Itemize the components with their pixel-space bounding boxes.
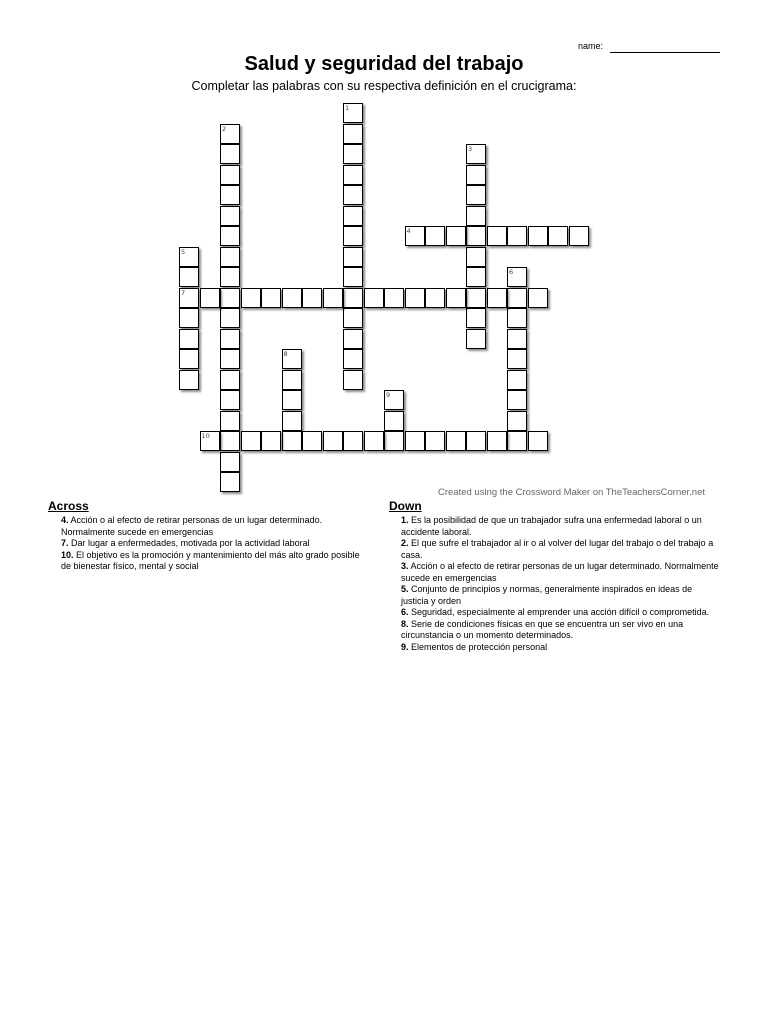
clue-number-label: 10. <box>61 549 74 560</box>
crossword-cell[interactable] <box>466 329 486 349</box>
crossword-cell[interactable] <box>343 431 363 451</box>
crossword-cell[interactable] <box>302 288 322 308</box>
crossword-cell[interactable] <box>323 431 343 451</box>
crossword-cell[interactable] <box>507 226 527 246</box>
crossword-cell[interactable] <box>282 349 302 369</box>
crossword-cell[interactable] <box>425 288 445 308</box>
crossword-cell[interactable] <box>446 288 466 308</box>
down-heading: Down <box>389 499 422 513</box>
across-clue-list <box>61 515 361 573</box>
crossword-cell[interactable] <box>343 308 363 328</box>
crossword-cell[interactable] <box>384 411 404 431</box>
clue-text: Es la posibilidad de que un trabajador sufra una enfermedad laboral o un accidente laboral. <box>401 515 702 537</box>
clue-text: El que sufre el trabajador al ir o al volver del lugar del trabajo o del trabajo a casa. <box>401 538 714 560</box>
crossword-cell[interactable] <box>179 370 199 390</box>
down-clue <box>401 538 721 561</box>
crossword-cell[interactable] <box>364 288 384 308</box>
crossword-cell[interactable] <box>220 390 240 410</box>
down-clue <box>401 584 721 607</box>
crossword-cell[interactable] <box>220 431 240 451</box>
crossword-cell[interactable] <box>425 226 445 246</box>
crossword-cell[interactable] <box>507 267 527 287</box>
clue-number-label: 6. <box>401 607 409 617</box>
crossword-cell[interactable] <box>241 431 261 451</box>
crossword-cell[interactable] <box>343 206 363 226</box>
crossword-cell[interactable] <box>487 288 507 308</box>
crossword-cell[interactable] <box>323 288 343 308</box>
clue-text: El objetivo es la promoción y mantenimiento del más alto grado posible de bienestar físico, mental y social <box>61 549 360 571</box>
crossword-cell[interactable] <box>343 103 363 123</box>
down-clue-list <box>401 515 721 653</box>
crossword-cell[interactable] <box>282 411 302 431</box>
down-clue <box>401 619 721 642</box>
crossword-grid <box>0 0 768 500</box>
crossword-cell[interactable] <box>466 144 486 164</box>
clue-number: 8 <box>283 350 288 358</box>
crossword-cell[interactable] <box>179 329 199 349</box>
crossword-cell[interactable] <box>384 390 404 410</box>
crossword-cell[interactable] <box>466 267 486 287</box>
clue-number: 3 <box>468 145 473 153</box>
crossword-cell[interactable] <box>220 165 240 185</box>
clue-number-label: 1. <box>401 515 409 525</box>
clue-number-label: 9. <box>401 641 409 652</box>
crossword-cell[interactable] <box>466 288 486 308</box>
crossword-cell[interactable] <box>179 349 199 369</box>
crossword-cell[interactable] <box>507 411 527 431</box>
crossword-cell[interactable] <box>446 226 466 246</box>
crossword-cell[interactable] <box>220 308 240 328</box>
clue-text: Serie de condiciones físicas en que se encuentra un ser vivo en una circunstancia o un momento determinados. <box>401 618 684 640</box>
clue-text: Elementos de protección personal <box>408 641 548 652</box>
clue-number: 2 <box>222 124 227 133</box>
crossword-cell[interactable] <box>220 288 240 308</box>
across-clue <box>61 515 361 538</box>
crossword-cell[interactable] <box>343 144 363 164</box>
crossword-cell[interactable] <box>466 226 486 246</box>
crossword-cell[interactable] <box>343 370 363 390</box>
crossword-cell[interactable] <box>343 165 363 185</box>
crossword-cell[interactable] <box>220 144 240 164</box>
crossword-cell[interactable] <box>343 349 363 369</box>
crossword-cell[interactable] <box>405 226 425 246</box>
crossword-cell[interactable] <box>200 431 220 451</box>
down-clue <box>401 642 721 654</box>
crossword-cell[interactable] <box>446 431 466 451</box>
crossword-cell[interactable] <box>507 390 527 410</box>
down-clue <box>401 607 721 619</box>
crossword-cell[interactable] <box>405 288 425 308</box>
crossword-cell[interactable] <box>466 247 486 267</box>
page-title: Salud y seguridad del trabajo <box>244 53 524 75</box>
crossword-cell[interactable] <box>220 370 240 390</box>
instructions: Completar las palabras con su respectiva definición en el crucigrama: <box>191 79 577 93</box>
clue-text: Seguridad, especialmente al emprender una acción difícil o comprometida. <box>408 607 710 617</box>
crossword-cell[interactable] <box>405 431 425 451</box>
clue-number: 6 <box>509 268 514 276</box>
crossword-cell[interactable] <box>487 431 507 451</box>
across-clue <box>61 538 361 550</box>
crossword-cell[interactable] <box>220 329 240 349</box>
clue-text: Acción o al efecto de retirar personas de un lugar determinado. Normalmente sucede en emergencias <box>401 561 719 583</box>
crossword-cell[interactable] <box>220 472 240 492</box>
crossword-cell[interactable] <box>507 349 527 369</box>
crossword-cell[interactable] <box>179 288 199 308</box>
clue-number: 7 <box>181 288 186 297</box>
crossword-cell[interactable] <box>466 308 486 328</box>
crossword-cell[interactable] <box>466 206 486 226</box>
clue-text: Dar lugar a enfermedades, motivada por la actividad laboral <box>68 538 310 548</box>
crossword-cell[interactable] <box>528 288 548 308</box>
crossword-cell[interactable] <box>364 431 384 451</box>
crossword-cell[interactable] <box>343 288 363 308</box>
clue-text: Conjunto de principios y normas, generalmente inspirados en ideas de justicia y orden <box>401 584 693 606</box>
clue-number-label: 5. <box>401 584 409 594</box>
crossword-cell[interactable] <box>282 390 302 410</box>
crossword-cell[interactable] <box>507 288 527 308</box>
crossword-cell[interactable] <box>282 431 302 451</box>
crossword-cell[interactable] <box>569 226 589 246</box>
crossword-cell[interactable] <box>528 226 548 246</box>
clue-number-label: 3. <box>401 561 409 571</box>
crossword-cell[interactable] <box>200 288 220 308</box>
clue-number-label: 2. <box>401 538 409 548</box>
down-clue <box>401 515 721 538</box>
crossword-cell[interactable] <box>425 431 445 451</box>
crossword-cell[interactable] <box>548 226 568 246</box>
crossword-cell[interactable] <box>220 349 240 369</box>
clue-number: 9 <box>386 391 391 399</box>
crossword-cell[interactable] <box>220 185 240 205</box>
crossword-cell[interactable] <box>343 185 363 205</box>
clue-number: 5 <box>181 247 186 256</box>
credit-line: Created using the Crossword Maker on TheTeachersCorner.net <box>438 487 706 498</box>
across-clue <box>61 550 361 573</box>
crossword-cell[interactable] <box>179 267 199 287</box>
clue-text: Acción o al efecto de retirar personas de un lugar determinado. Normalmente sucede en emergencias <box>61 515 323 537</box>
crossword-cell[interactable] <box>220 247 240 267</box>
crossword-cell[interactable] <box>384 288 404 308</box>
clue-number-label: 8. <box>401 618 409 629</box>
crossword-cell[interactable] <box>241 288 261 308</box>
crossword-cell[interactable] <box>220 411 240 431</box>
crossword-cell[interactable] <box>507 308 527 328</box>
crossword-cell[interactable] <box>261 431 281 451</box>
crossword-cell[interactable] <box>507 431 527 451</box>
crossword-cell[interactable] <box>220 267 240 287</box>
crossword-cell[interactable] <box>507 329 527 349</box>
crossword-cell[interactable] <box>220 206 240 226</box>
crossword-cell[interactable] <box>466 185 486 205</box>
crossword-cell[interactable] <box>220 452 240 472</box>
crossword-cell[interactable] <box>261 288 281 308</box>
crossword-cell[interactable] <box>343 329 363 349</box>
down-clue <box>401 561 721 584</box>
crossword-cell[interactable] <box>302 431 322 451</box>
crossword-cell[interactable] <box>282 288 302 308</box>
crossword-cell[interactable] <box>179 247 199 267</box>
clue-number-label: 7. <box>61 538 69 548</box>
crossword-cell[interactable] <box>466 165 486 185</box>
clue-number-label: 4. <box>61 515 69 525</box>
crossword-cell[interactable] <box>282 370 302 390</box>
crossword-cell[interactable] <box>384 431 404 451</box>
crossword-cell[interactable] <box>343 226 363 246</box>
crossword-cell[interactable] <box>343 247 363 267</box>
crossword-cell[interactable] <box>343 124 363 144</box>
crossword-cell[interactable] <box>343 267 363 287</box>
crossword-cell[interactable] <box>487 226 507 246</box>
clue-number: 4 <box>406 227 411 235</box>
crossword-cell[interactable] <box>220 226 240 246</box>
across-heading: Across <box>48 499 89 513</box>
crossword-cell[interactable] <box>466 431 486 451</box>
clue-number: 10 <box>201 432 210 440</box>
crossword-cell[interactable] <box>220 124 240 144</box>
clue-number: 1 <box>345 104 350 112</box>
name-label: name: <box>578 41 604 51</box>
crossword-cell[interactable] <box>507 370 527 390</box>
crossword-cell[interactable] <box>528 431 548 451</box>
crossword-cell[interactable] <box>179 308 199 328</box>
